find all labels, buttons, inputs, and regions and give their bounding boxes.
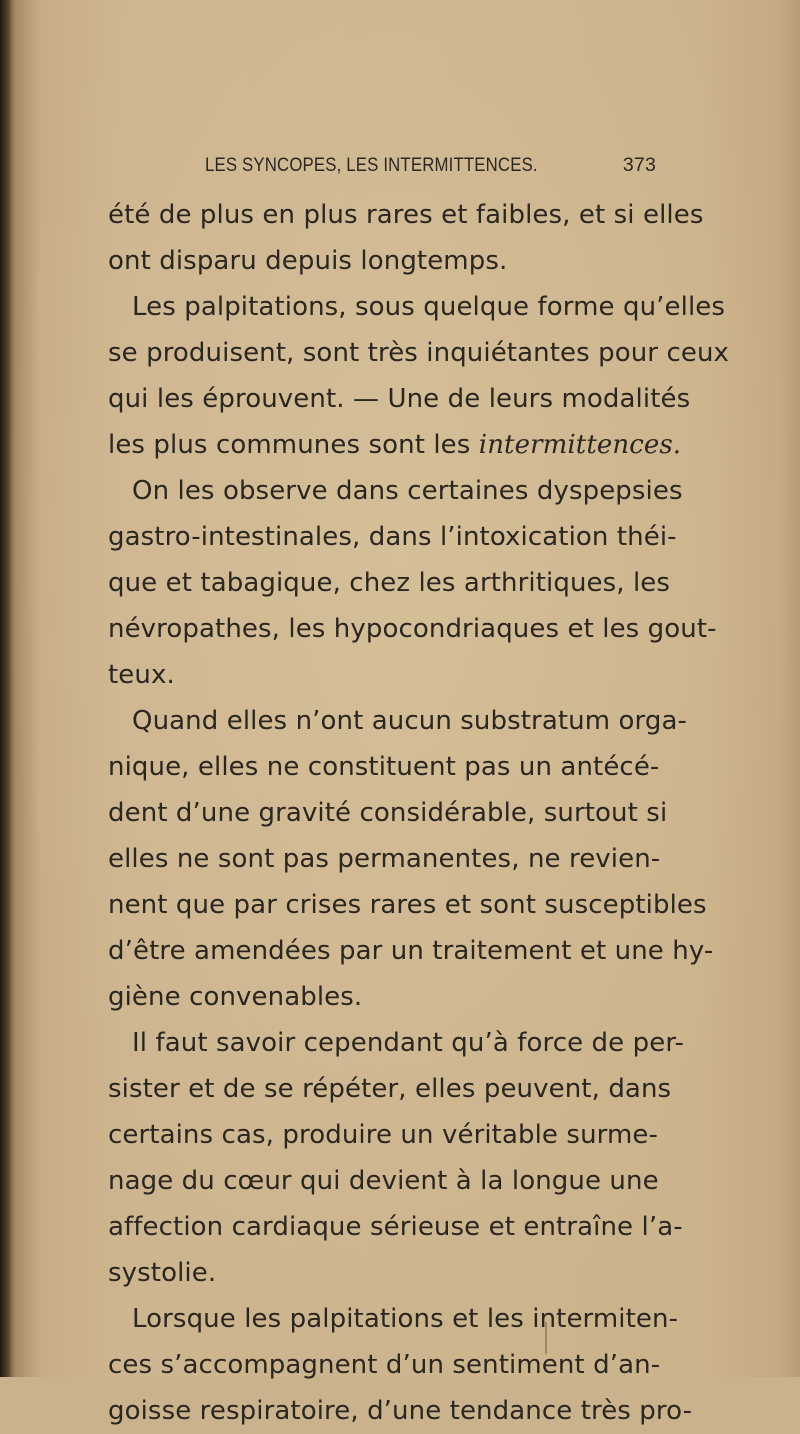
italic-term: intermittences. — [478, 430, 682, 460]
text-line: nent que par crises rares et sont susceptibles — [108, 890, 707, 920]
text-line: nage du cœur qui devient à la longue une — [108, 1166, 659, 1196]
page-header — [110, 150, 660, 184]
text-line: nique, elles ne constituent pas un antécé- — [108, 752, 660, 782]
text-line: se produisent, sont très inquiétantes pour ceux — [108, 338, 730, 368]
text-line: gastro-intestinales, dans l’intoxication théi- — [108, 522, 677, 552]
text-line: ont disparu depuis longtemps. — [108, 246, 508, 276]
text-line: dent d’une gravité considérable, surtout si — [108, 798, 668, 828]
text-line: teux. — [108, 660, 175, 690]
text-line: névropathes, les hypocondriaques et les gout- — [108, 614, 717, 644]
text-line: Lorsque les palpitations et les intermiten- — [132, 1304, 679, 1334]
text-line: sister et de se répéter, elles peuvent, dans — [108, 1074, 672, 1104]
text-line: goisse respiratoire, d’une tendance très pro- — [108, 1396, 693, 1426]
text-line: certains cas, produire un véritable surme- — [108, 1120, 658, 1150]
body-text — [108, 192, 730, 1434]
text-line: elles ne sont pas permanentes, ne revien- — [108, 844, 661, 874]
text-line: d’être amendées par un traitement et une hy- — [108, 936, 714, 966]
text-line: giène convenables. — [108, 982, 363, 1012]
text-line: affection cardiaque sérieuse et entraîne l’a- — [108, 1212, 683, 1242]
page-number: 373 — [622, 154, 656, 176]
text-line: ces s’accompagnent d’un sentiment d’an- — [108, 1350, 661, 1380]
running-title: LES SYNCOPES, LES INTERMITTENCES. — [205, 154, 538, 176]
text-line — [108, 422, 682, 468]
text-line: On les observe dans certaines dyspepsies — [132, 476, 683, 506]
book-spine-shadow — [0, 0, 12, 1377]
text-line: systolie. — [108, 1258, 217, 1288]
text-line: Quand elles n’ont aucun substratum orga- — [132, 706, 688, 736]
text-line: Il faut savoir cependant qu’à force de per- — [132, 1028, 684, 1058]
text-line: Les palpitations, sous quelque forme qu’elles — [132, 292, 726, 322]
text-line: qui les éprouvent. — Une de leurs modalités — [108, 384, 691, 414]
text-line: que et tabagique, chez les arthritiques, les — [108, 568, 671, 598]
paper-scratch-mark — [545, 1322, 547, 1354]
text-fragment: les plus communes sont les — [108, 430, 479, 460]
text-line: été de plus en plus rares et faibles, et si elles — [108, 200, 704, 230]
